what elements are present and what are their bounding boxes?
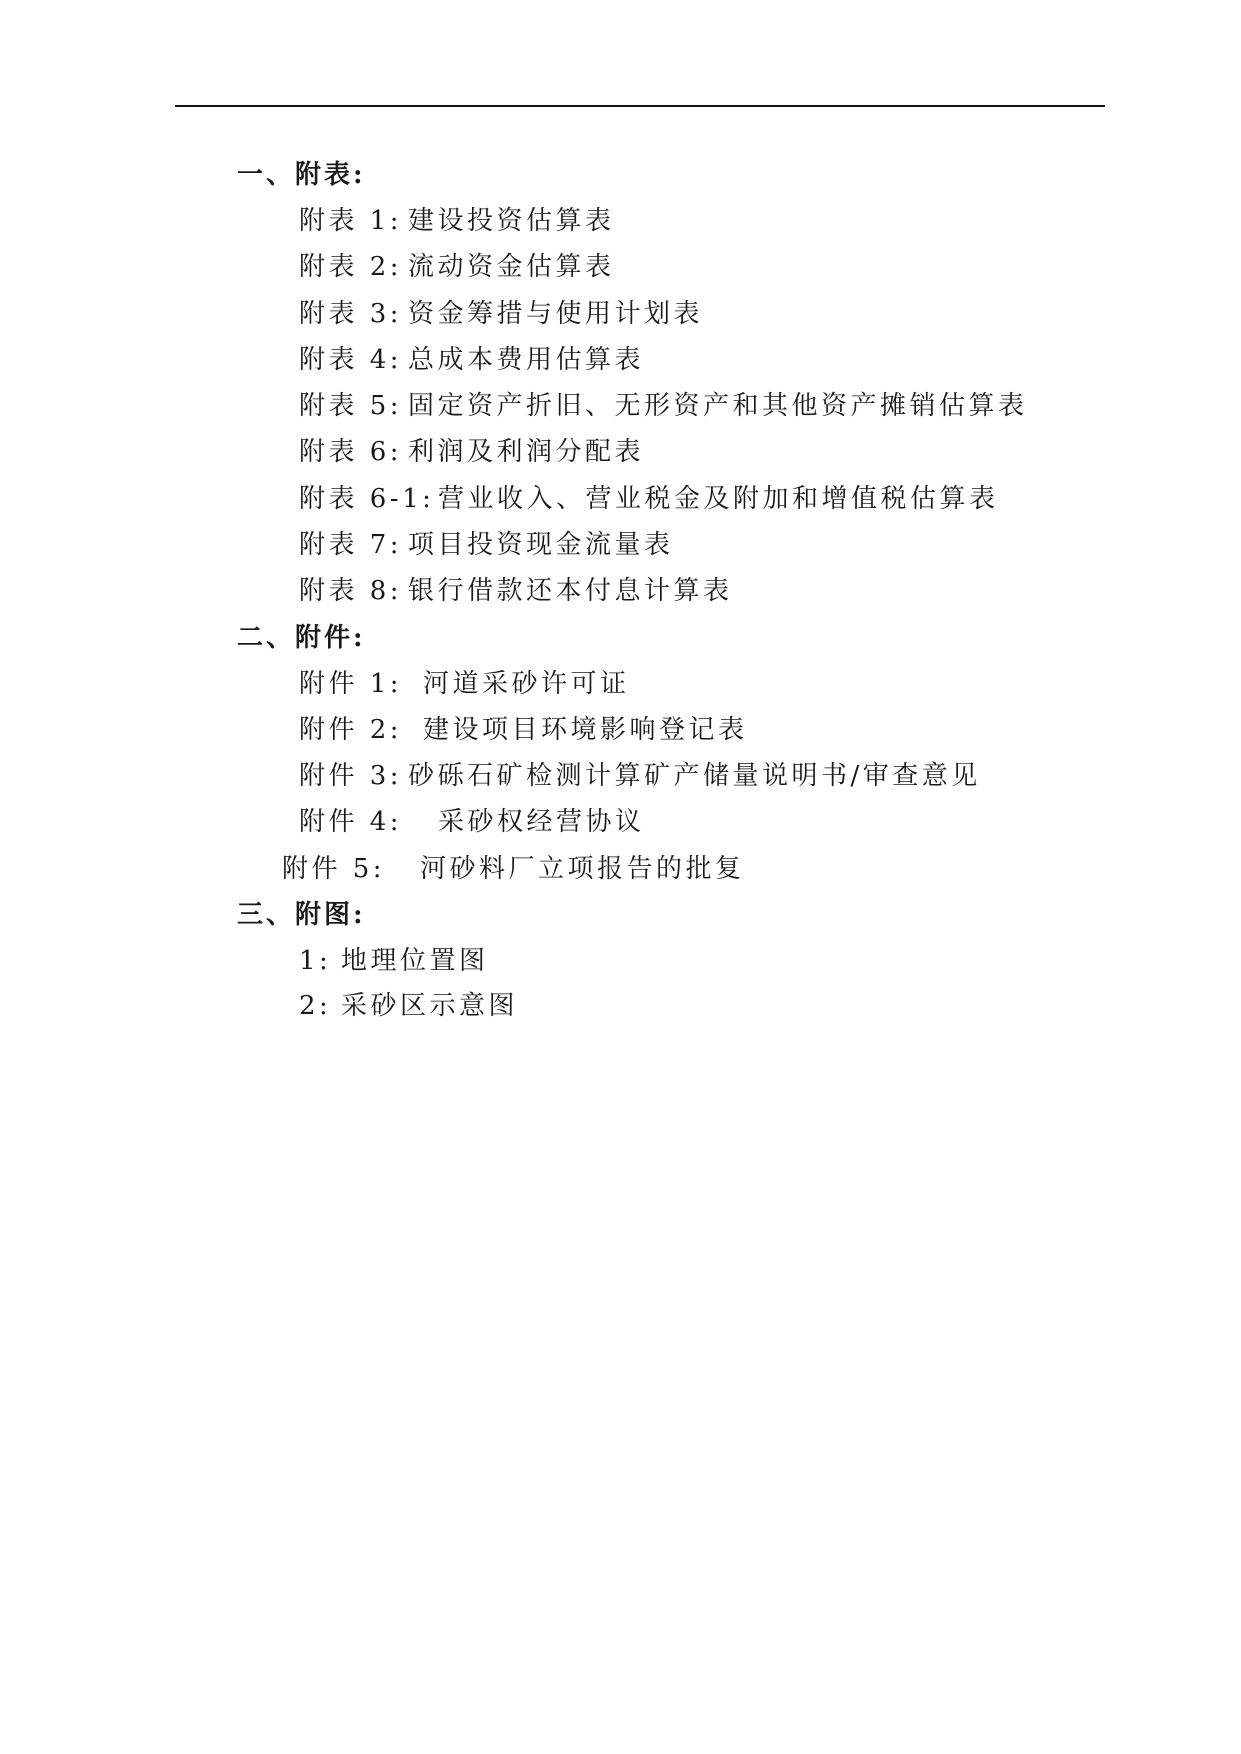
header-rule (175, 105, 1105, 107)
item-title: 流动资金估算表 (408, 252, 615, 282)
list-item (0, 204, 1241, 238)
list-item (0, 343, 1241, 377)
item-label: 附表 6: (299, 437, 403, 467)
item-label: 附件 5: (282, 854, 386, 884)
item-label: 附表 2: (299, 252, 403, 282)
item-title: 固定资产折旧、无形资产和其他资产摊销估算表 (408, 391, 1028, 421)
list-item (0, 759, 1241, 793)
item-label: 附件 3: (299, 761, 403, 791)
list-item (0, 574, 1241, 608)
item-title: 采砂权经营协议 (438, 807, 645, 837)
item-label: 附表 3: (299, 299, 403, 329)
item-title: 地理位置图 (341, 946, 489, 976)
section-heading-figures: 三、附图: (237, 900, 366, 930)
list-item (0, 805, 1241, 839)
list-item (0, 852, 1241, 886)
list-item (0, 297, 1241, 331)
list-item (0, 713, 1241, 747)
list-item (0, 435, 1241, 469)
item-label: 附表 1: (299, 206, 403, 236)
section-heading-tables: 一、附表: (237, 160, 366, 190)
item-label: 附表 4: (299, 345, 403, 375)
item-title: 资金筹措与使用计划表 (408, 299, 704, 329)
item-label: 附件 2: (299, 715, 403, 745)
item-title: 河道采砂许可证 (423, 669, 630, 699)
section-heading-attachments: 二、附件: (237, 623, 366, 653)
item-title: 利润及利润分配表 (408, 437, 645, 467)
item-title: 营业收入、营业税金及附加和增值税估算表 (438, 484, 999, 514)
item-title: 银行借款还本付息计算表 (408, 576, 733, 606)
item-label: 附表 7: (299, 530, 403, 560)
list-item (0, 250, 1241, 284)
item-label: 2: (299, 991, 332, 1021)
list-item (0, 528, 1241, 562)
item-label: 附表 6-1: (299, 484, 435, 514)
list-item (0, 482, 1241, 516)
item-title: 建设项目环境影响登记表 (423, 715, 748, 745)
list-item (0, 989, 1241, 1023)
list-item (0, 389, 1241, 423)
item-title: 砂砾石矿检测计算矿产储量说明书/审查意见 (408, 761, 981, 791)
item-title: 项目投资现金流量表 (408, 530, 674, 560)
item-title: 建设投资估算表 (408, 206, 615, 236)
item-label: 附表 5: (299, 391, 403, 421)
item-label: 附件 4: (299, 807, 403, 837)
item-label: 附件 1: (299, 669, 403, 699)
item-label: 附表 8: (299, 576, 403, 606)
item-title: 总成本费用估算表 (408, 345, 645, 375)
item-title: 采砂区示意图 (341, 991, 519, 1021)
item-title: 河砂料厂立项报告的批复 (420, 854, 745, 884)
list-item (0, 944, 1241, 978)
item-label: 1: (299, 946, 332, 976)
list-item (0, 667, 1241, 701)
